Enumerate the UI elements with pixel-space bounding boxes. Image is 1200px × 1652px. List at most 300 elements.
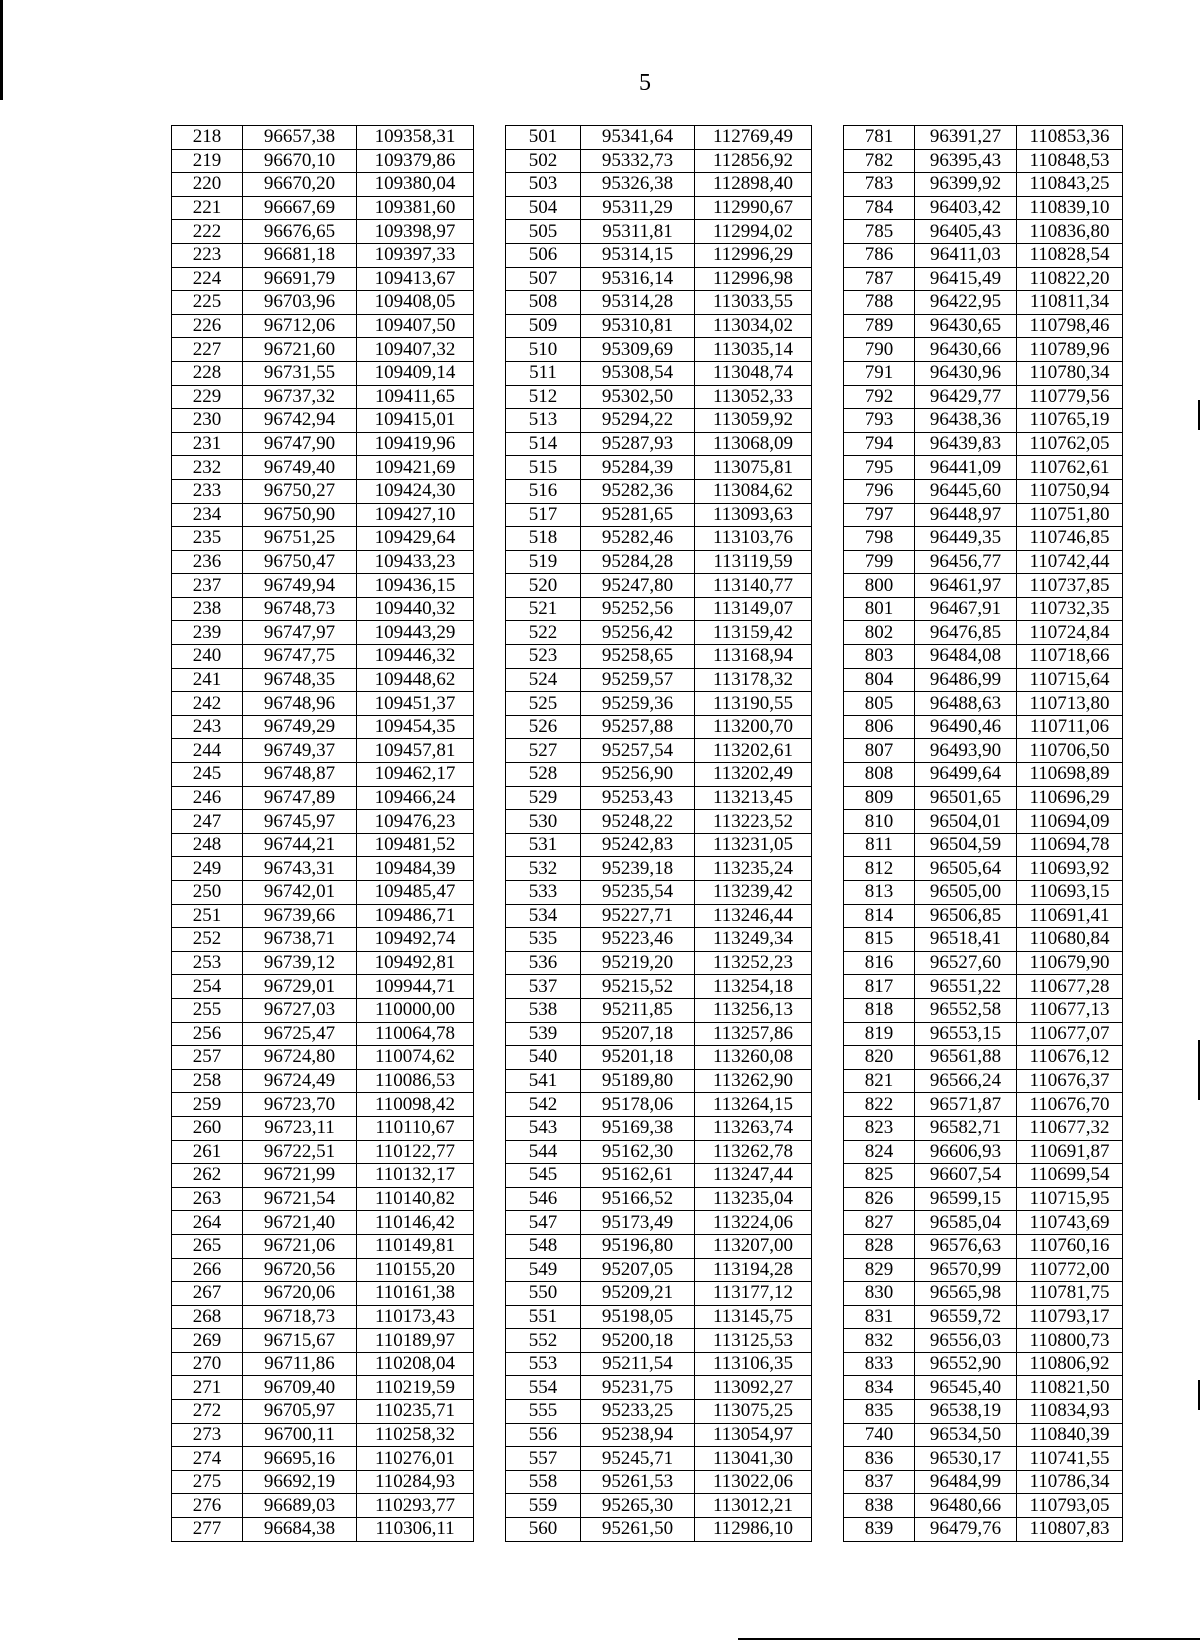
point-number: 505 bbox=[506, 220, 581, 244]
y-coordinate: 109446,32 bbox=[357, 645, 474, 669]
group-separator bbox=[474, 692, 506, 716]
group-separator bbox=[474, 857, 506, 881]
x-coordinate: 96553,15 bbox=[915, 1022, 1017, 1046]
table-row bbox=[172, 149, 1123, 173]
x-coordinate: 96429,77 bbox=[915, 385, 1017, 409]
y-coordinate: 110677,07 bbox=[1017, 1022, 1123, 1046]
y-coordinate: 109492,74 bbox=[357, 928, 474, 952]
x-coordinate: 96449,35 bbox=[915, 527, 1017, 551]
x-coordinate: 96667,69 bbox=[243, 196, 357, 220]
y-coordinate: 113022,06 bbox=[695, 1470, 812, 1494]
point-number: 232 bbox=[172, 456, 243, 480]
table-row bbox=[172, 1093, 1123, 1117]
y-coordinate: 113224,06 bbox=[695, 1211, 812, 1235]
x-coordinate: 96709,40 bbox=[243, 1376, 357, 1400]
point-number: 276 bbox=[172, 1494, 243, 1518]
table-row bbox=[172, 904, 1123, 928]
y-coordinate: 113239,42 bbox=[695, 881, 812, 905]
y-coordinate: 113246,44 bbox=[695, 904, 812, 928]
group-separator bbox=[812, 1046, 844, 1070]
point-number: 248 bbox=[172, 833, 243, 857]
y-coordinate: 109484,39 bbox=[357, 857, 474, 881]
point-number: 835 bbox=[844, 1400, 915, 1424]
point-number: 225 bbox=[172, 291, 243, 315]
point-number: 274 bbox=[172, 1447, 243, 1471]
group-separator bbox=[812, 763, 844, 787]
group-separator bbox=[812, 527, 844, 551]
y-coordinate: 109413,67 bbox=[357, 267, 474, 291]
group-separator bbox=[474, 1140, 506, 1164]
y-coordinate: 110798,46 bbox=[1017, 314, 1123, 338]
x-coordinate: 96747,75 bbox=[243, 645, 357, 669]
x-coordinate: 96750,47 bbox=[243, 550, 357, 574]
table-row bbox=[172, 409, 1123, 433]
x-coordinate: 95207,05 bbox=[581, 1258, 695, 1282]
x-coordinate: 96715,67 bbox=[243, 1329, 357, 1353]
y-coordinate: 110000,00 bbox=[357, 998, 474, 1022]
point-number: 234 bbox=[172, 503, 243, 527]
group-separator bbox=[474, 998, 506, 1022]
y-coordinate: 109409,14 bbox=[357, 361, 474, 385]
group-separator bbox=[812, 1211, 844, 1235]
x-coordinate: 96695,16 bbox=[243, 1447, 357, 1471]
group-separator bbox=[812, 975, 844, 999]
point-number: 240 bbox=[172, 645, 243, 669]
y-coordinate: 110140,82 bbox=[357, 1187, 474, 1211]
point-number: 245 bbox=[172, 763, 243, 787]
table-row bbox=[172, 1211, 1123, 1235]
group-separator bbox=[812, 951, 844, 975]
x-coordinate: 96721,60 bbox=[243, 338, 357, 362]
group-separator bbox=[474, 385, 506, 409]
group-separator bbox=[474, 763, 506, 787]
group-separator bbox=[474, 338, 506, 362]
point-number: 798 bbox=[844, 527, 915, 551]
table-row bbox=[172, 1046, 1123, 1070]
group-separator bbox=[812, 385, 844, 409]
x-coordinate: 96744,21 bbox=[243, 833, 357, 857]
x-coordinate: 96727,03 bbox=[243, 998, 357, 1022]
table-row bbox=[172, 786, 1123, 810]
y-coordinate: 109486,71 bbox=[357, 904, 474, 928]
point-number: 244 bbox=[172, 739, 243, 763]
point-number: 520 bbox=[506, 574, 581, 598]
x-coordinate: 95223,46 bbox=[581, 928, 695, 952]
y-coordinate: 109379,86 bbox=[357, 149, 474, 173]
point-number: 541 bbox=[506, 1069, 581, 1093]
x-coordinate: 96561,88 bbox=[915, 1046, 1017, 1070]
point-number: 548 bbox=[506, 1234, 581, 1258]
group-separator bbox=[474, 786, 506, 810]
point-number: 504 bbox=[506, 196, 581, 220]
x-coordinate: 96461,97 bbox=[915, 574, 1017, 598]
y-coordinate: 110086,53 bbox=[357, 1069, 474, 1093]
point-number: 220 bbox=[172, 173, 243, 197]
group-separator bbox=[474, 975, 506, 999]
table-row bbox=[172, 173, 1123, 197]
point-number: 529 bbox=[506, 786, 581, 810]
x-coordinate: 95201,18 bbox=[581, 1046, 695, 1070]
y-coordinate: 110306,11 bbox=[357, 1518, 474, 1542]
x-coordinate: 95326,38 bbox=[581, 173, 695, 197]
point-number: 554 bbox=[506, 1376, 581, 1400]
table-row bbox=[172, 715, 1123, 739]
y-coordinate: 113223,52 bbox=[695, 810, 812, 834]
bottom-rule bbox=[738, 1638, 1200, 1640]
group-separator bbox=[812, 1329, 844, 1353]
group-separator bbox=[812, 149, 844, 173]
point-number: 546 bbox=[506, 1187, 581, 1211]
point-number: 223 bbox=[172, 243, 243, 267]
x-coordinate: 96721,06 bbox=[243, 1234, 357, 1258]
point-number: 271 bbox=[172, 1376, 243, 1400]
x-coordinate: 96490,46 bbox=[915, 715, 1017, 739]
group-separator bbox=[474, 597, 506, 621]
point-number: 222 bbox=[172, 220, 243, 244]
y-coordinate: 110149,81 bbox=[357, 1234, 474, 1258]
point-number: 219 bbox=[172, 149, 243, 173]
y-coordinate: 110161,38 bbox=[357, 1282, 474, 1306]
y-coordinate: 110693,15 bbox=[1017, 881, 1123, 905]
point-number: 825 bbox=[844, 1164, 915, 1188]
x-coordinate: 95239,18 bbox=[581, 857, 695, 881]
y-coordinate: 109411,65 bbox=[357, 385, 474, 409]
x-coordinate: 96505,64 bbox=[915, 857, 1017, 881]
x-coordinate: 95215,52 bbox=[581, 975, 695, 999]
group-separator bbox=[812, 645, 844, 669]
point-number: 277 bbox=[172, 1518, 243, 1542]
y-coordinate: 110843,25 bbox=[1017, 173, 1123, 197]
point-number: 272 bbox=[172, 1400, 243, 1424]
y-coordinate: 109397,33 bbox=[357, 243, 474, 267]
y-coordinate: 113075,25 bbox=[695, 1400, 812, 1424]
group-separator bbox=[474, 810, 506, 834]
y-coordinate: 113213,45 bbox=[695, 786, 812, 810]
point-number: 803 bbox=[844, 645, 915, 669]
point-number: 551 bbox=[506, 1305, 581, 1329]
y-coordinate: 113194,28 bbox=[695, 1258, 812, 1282]
point-number: 834 bbox=[844, 1376, 915, 1400]
y-coordinate: 110853,36 bbox=[1017, 126, 1123, 150]
x-coordinate: 95162,61 bbox=[581, 1164, 695, 1188]
point-number: 531 bbox=[506, 833, 581, 857]
x-coordinate: 95284,28 bbox=[581, 550, 695, 574]
point-number: 517 bbox=[506, 503, 581, 527]
x-coordinate: 95173,49 bbox=[581, 1211, 695, 1235]
table-row bbox=[172, 1140, 1123, 1164]
point-number: 260 bbox=[172, 1116, 243, 1140]
group-separator bbox=[812, 243, 844, 267]
group-separator bbox=[474, 574, 506, 598]
point-number: 252 bbox=[172, 928, 243, 952]
x-coordinate: 95302,50 bbox=[581, 385, 695, 409]
point-number: 543 bbox=[506, 1116, 581, 1140]
point-number: 839 bbox=[844, 1518, 915, 1542]
x-coordinate: 96527,60 bbox=[915, 951, 1017, 975]
group-separator bbox=[812, 904, 844, 928]
x-coordinate: 96723,11 bbox=[243, 1116, 357, 1140]
x-coordinate: 96456,77 bbox=[915, 550, 1017, 574]
group-separator bbox=[812, 338, 844, 362]
point-number: 226 bbox=[172, 314, 243, 338]
y-coordinate: 112990,67 bbox=[695, 196, 812, 220]
point-number: 259 bbox=[172, 1093, 243, 1117]
x-coordinate: 96670,20 bbox=[243, 173, 357, 197]
y-coordinate: 110693,92 bbox=[1017, 857, 1123, 881]
table-row bbox=[172, 1116, 1123, 1140]
x-coordinate: 95282,46 bbox=[581, 527, 695, 551]
y-coordinate: 110715,95 bbox=[1017, 1187, 1123, 1211]
group-separator bbox=[812, 810, 844, 834]
x-coordinate: 96570,99 bbox=[915, 1258, 1017, 1282]
group-separator bbox=[474, 432, 506, 456]
y-coordinate: 110780,34 bbox=[1017, 361, 1123, 385]
y-coordinate: 109419,96 bbox=[357, 432, 474, 456]
y-coordinate: 110691,41 bbox=[1017, 904, 1123, 928]
x-coordinate: 96692,19 bbox=[243, 1470, 357, 1494]
point-number: 258 bbox=[172, 1069, 243, 1093]
x-coordinate: 96484,99 bbox=[915, 1470, 1017, 1494]
point-number: 797 bbox=[844, 503, 915, 527]
y-coordinate: 110293,77 bbox=[357, 1494, 474, 1518]
y-coordinate: 110793,05 bbox=[1017, 1494, 1123, 1518]
group-separator bbox=[812, 173, 844, 197]
y-coordinate: 110839,10 bbox=[1017, 196, 1123, 220]
group-separator bbox=[812, 715, 844, 739]
x-coordinate: 96739,12 bbox=[243, 951, 357, 975]
x-coordinate: 95310,81 bbox=[581, 314, 695, 338]
x-coordinate: 96480,66 bbox=[915, 1494, 1017, 1518]
group-separator bbox=[812, 1140, 844, 1164]
x-coordinate: 96748,87 bbox=[243, 763, 357, 787]
x-coordinate: 96742,01 bbox=[243, 881, 357, 905]
point-number: 230 bbox=[172, 409, 243, 433]
point-number: 793 bbox=[844, 409, 915, 433]
x-coordinate: 96430,66 bbox=[915, 338, 1017, 362]
y-coordinate: 110694,78 bbox=[1017, 833, 1123, 857]
y-coordinate: 110713,80 bbox=[1017, 692, 1123, 716]
point-number: 812 bbox=[844, 857, 915, 881]
point-number: 805 bbox=[844, 692, 915, 716]
point-number: 781 bbox=[844, 126, 915, 150]
y-coordinate: 110737,85 bbox=[1017, 574, 1123, 598]
x-coordinate: 95166,52 bbox=[581, 1187, 695, 1211]
point-number: 836 bbox=[844, 1447, 915, 1471]
group-separator bbox=[812, 126, 844, 150]
x-coordinate: 95265,30 bbox=[581, 1494, 695, 1518]
point-number: 218 bbox=[172, 126, 243, 150]
point-number: 560 bbox=[506, 1518, 581, 1542]
x-coordinate: 95207,18 bbox=[581, 1022, 695, 1046]
x-coordinate: 95341,64 bbox=[581, 126, 695, 150]
table-row bbox=[172, 1352, 1123, 1376]
y-coordinate: 110676,37 bbox=[1017, 1069, 1123, 1093]
group-separator bbox=[474, 220, 506, 244]
x-coordinate: 96403,42 bbox=[915, 196, 1017, 220]
point-number: 809 bbox=[844, 786, 915, 810]
y-coordinate: 112986,10 bbox=[695, 1518, 812, 1542]
x-coordinate: 96506,85 bbox=[915, 904, 1017, 928]
point-number: 794 bbox=[844, 432, 915, 456]
x-coordinate: 96599,15 bbox=[915, 1187, 1017, 1211]
group-separator bbox=[812, 1400, 844, 1424]
point-number: 558 bbox=[506, 1470, 581, 1494]
y-coordinate: 109944,71 bbox=[357, 975, 474, 999]
y-coordinate: 110677,28 bbox=[1017, 975, 1123, 999]
group-separator bbox=[812, 267, 844, 291]
y-coordinate: 110836,80 bbox=[1017, 220, 1123, 244]
group-separator bbox=[474, 126, 506, 150]
x-coordinate: 96720,06 bbox=[243, 1282, 357, 1306]
y-coordinate: 113256,13 bbox=[695, 998, 812, 1022]
table-row bbox=[172, 1234, 1123, 1258]
x-coordinate: 96751,25 bbox=[243, 527, 357, 551]
y-coordinate: 110219,59 bbox=[357, 1376, 474, 1400]
point-number: 253 bbox=[172, 951, 243, 975]
point-number: 785 bbox=[844, 220, 915, 244]
point-number: 224 bbox=[172, 267, 243, 291]
group-separator bbox=[474, 527, 506, 551]
y-coordinate: 109424,30 bbox=[357, 479, 474, 503]
group-separator bbox=[474, 1258, 506, 1282]
y-coordinate: 113092,27 bbox=[695, 1376, 812, 1400]
point-number: 544 bbox=[506, 1140, 581, 1164]
point-number: 559 bbox=[506, 1494, 581, 1518]
group-separator bbox=[812, 1494, 844, 1518]
y-coordinate: 109454,35 bbox=[357, 715, 474, 739]
point-number: 261 bbox=[172, 1140, 243, 1164]
point-number: 242 bbox=[172, 692, 243, 716]
point-number: 829 bbox=[844, 1258, 915, 1282]
group-separator bbox=[474, 1093, 506, 1117]
point-number: 783 bbox=[844, 173, 915, 197]
y-coordinate: 113012,21 bbox=[695, 1494, 812, 1518]
point-number: 804 bbox=[844, 668, 915, 692]
group-separator bbox=[812, 881, 844, 905]
x-coordinate: 96721,54 bbox=[243, 1187, 357, 1211]
group-separator bbox=[474, 1282, 506, 1306]
y-coordinate: 113035,14 bbox=[695, 338, 812, 362]
table-row bbox=[172, 1164, 1123, 1188]
point-number: 792 bbox=[844, 385, 915, 409]
y-coordinate: 110822,20 bbox=[1017, 267, 1123, 291]
x-coordinate: 95233,25 bbox=[581, 1400, 695, 1424]
x-coordinate: 96552,58 bbox=[915, 998, 1017, 1022]
point-number: 791 bbox=[844, 361, 915, 385]
x-coordinate: 96556,03 bbox=[915, 1329, 1017, 1353]
point-number: 538 bbox=[506, 998, 581, 1022]
x-coordinate: 96493,90 bbox=[915, 739, 1017, 763]
y-coordinate: 109451,37 bbox=[357, 692, 474, 716]
x-coordinate: 96438,36 bbox=[915, 409, 1017, 433]
x-coordinate: 95162,30 bbox=[581, 1140, 695, 1164]
x-coordinate: 96721,40 bbox=[243, 1211, 357, 1235]
point-number: 818 bbox=[844, 998, 915, 1022]
y-coordinate: 113119,59 bbox=[695, 550, 812, 574]
y-coordinate: 113249,34 bbox=[695, 928, 812, 952]
point-number: 267 bbox=[172, 1282, 243, 1306]
point-number: 275 bbox=[172, 1470, 243, 1494]
x-coordinate: 96559,72 bbox=[915, 1305, 1017, 1329]
point-number: 506 bbox=[506, 243, 581, 267]
x-coordinate: 95189,80 bbox=[581, 1069, 695, 1093]
x-coordinate: 96691,79 bbox=[243, 267, 357, 291]
group-separator bbox=[474, 668, 506, 692]
y-coordinate: 113231,05 bbox=[695, 833, 812, 857]
point-number: 823 bbox=[844, 1116, 915, 1140]
table-row bbox=[172, 361, 1123, 385]
y-coordinate: 110706,50 bbox=[1017, 739, 1123, 763]
y-coordinate: 109466,24 bbox=[357, 786, 474, 810]
group-separator bbox=[474, 645, 506, 669]
x-coordinate: 96748,73 bbox=[243, 597, 357, 621]
x-coordinate: 95247,80 bbox=[581, 574, 695, 598]
x-coordinate: 96484,08 bbox=[915, 645, 1017, 669]
y-coordinate: 113159,42 bbox=[695, 621, 812, 645]
table-row bbox=[172, 338, 1123, 362]
group-separator bbox=[474, 1447, 506, 1471]
point-number: 525 bbox=[506, 692, 581, 716]
y-coordinate: 110760,16 bbox=[1017, 1234, 1123, 1258]
y-coordinate: 110132,17 bbox=[357, 1164, 474, 1188]
y-coordinate: 110698,89 bbox=[1017, 763, 1123, 787]
table-row bbox=[172, 975, 1123, 999]
group-separator bbox=[812, 692, 844, 716]
x-coordinate: 96505,00 bbox=[915, 881, 1017, 905]
x-coordinate: 96749,37 bbox=[243, 739, 357, 763]
group-separator bbox=[812, 456, 844, 480]
table-row bbox=[172, 1187, 1123, 1211]
x-coordinate: 96731,55 bbox=[243, 361, 357, 385]
y-coordinate: 110679,90 bbox=[1017, 951, 1123, 975]
y-coordinate: 113235,24 bbox=[695, 857, 812, 881]
group-separator bbox=[474, 928, 506, 952]
group-separator bbox=[474, 1187, 506, 1211]
x-coordinate: 95314,15 bbox=[581, 243, 695, 267]
group-separator bbox=[474, 833, 506, 857]
x-coordinate: 96576,63 bbox=[915, 1234, 1017, 1258]
point-number: 556 bbox=[506, 1423, 581, 1447]
table-row bbox=[172, 1494, 1123, 1518]
y-coordinate: 110743,69 bbox=[1017, 1211, 1123, 1235]
x-coordinate: 95178,06 bbox=[581, 1093, 695, 1117]
x-coordinate: 95231,75 bbox=[581, 1376, 695, 1400]
point-number: 512 bbox=[506, 385, 581, 409]
x-coordinate: 96430,65 bbox=[915, 314, 1017, 338]
point-number: 523 bbox=[506, 645, 581, 669]
x-coordinate: 96501,65 bbox=[915, 786, 1017, 810]
x-coordinate: 96720,56 bbox=[243, 1258, 357, 1282]
table-row bbox=[172, 1376, 1123, 1400]
point-number: 830 bbox=[844, 1282, 915, 1306]
point-number: 821 bbox=[844, 1069, 915, 1093]
y-coordinate: 110696,29 bbox=[1017, 786, 1123, 810]
x-coordinate: 96607,54 bbox=[915, 1164, 1017, 1188]
y-coordinate: 110146,42 bbox=[357, 1211, 474, 1235]
x-coordinate: 96718,73 bbox=[243, 1305, 357, 1329]
x-coordinate: 95257,88 bbox=[581, 715, 695, 739]
point-number: 221 bbox=[172, 196, 243, 220]
x-coordinate: 96488,63 bbox=[915, 692, 1017, 716]
y-coordinate: 110742,44 bbox=[1017, 550, 1123, 574]
x-coordinate: 96499,64 bbox=[915, 763, 1017, 787]
group-separator bbox=[812, 857, 844, 881]
table-row bbox=[172, 1282, 1123, 1306]
x-coordinate: 96518,41 bbox=[915, 928, 1017, 952]
y-coordinate: 110691,87 bbox=[1017, 1140, 1123, 1164]
y-coordinate: 113178,32 bbox=[695, 668, 812, 692]
x-coordinate: 96565,98 bbox=[915, 1282, 1017, 1306]
